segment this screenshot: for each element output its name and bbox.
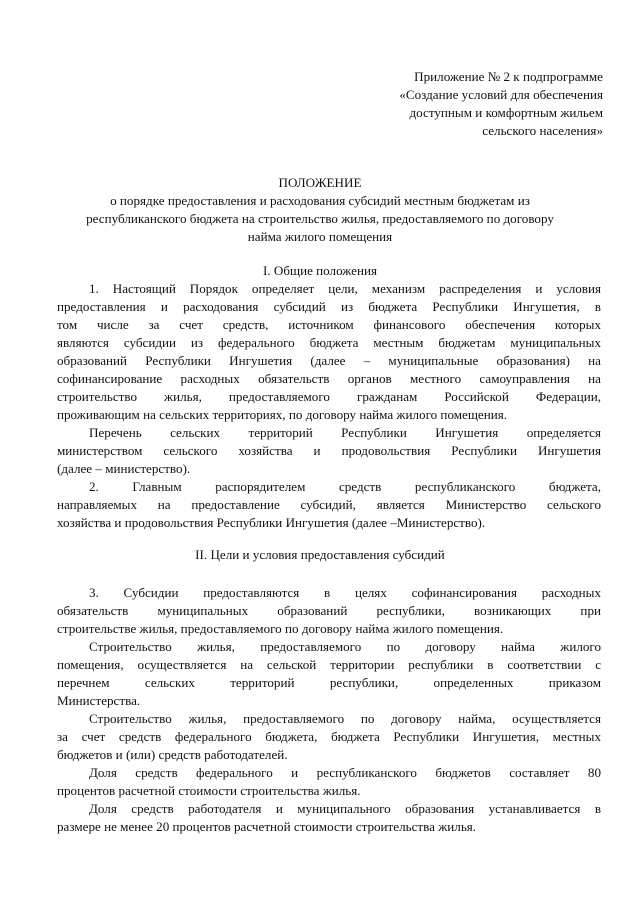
paragraph-line: строительстве жилья, предоставляемого по договору найма жилого помещения. [57,621,504,636]
appendix-line: доступным и комфортным жильем [409,105,603,120]
paragraph-line: 3. Субсидии предоставляются в целях софинансирования расходных [89,585,601,600]
paragraph-line: 2. Главным распорядителем средств республиканского бюджета, [89,479,601,494]
paragraph-line: Доля средств работодателя и муниципального образования устанавливается в [89,801,601,816]
paragraph-line: направляемых на предоставление субсидий, является Министерство сельского [57,497,601,512]
document-title: ПОЛОЖЕНИЕ [278,175,362,190]
document-subtitle-line: найма жилого помещения [247,229,393,244]
paragraph-line: размере не менее 20 процентов расчетной стоимости строительства жилья. [57,819,477,834]
paragraph-line: хозяйства и продовольствия Республики Ингушетия (далее –Министерство). [57,515,486,530]
paragraph-line: помещения, осуществляется на сельской территории республики в соответствии с [57,657,601,672]
paragraph-line: процентов расчетной стоимости строительства жилья. [57,783,361,798]
paragraph-line: обязательств муниципальных образований республики, возникающих при [57,603,601,618]
paragraph-line: (далее – министерство). [57,461,191,476]
paragraph-line: Перечень сельских территорий Республики Ингушетия определяется [89,425,601,440]
paragraph-line: проживающим на сельских территориях, по договору найма жилого помещения. [57,407,508,422]
paragraph-line: бюджетов и (или) средств работодателей. [57,747,288,762]
document-subtitle-line: республиканского бюджета на строительство жилья, предоставляемого по договору [86,211,554,226]
paragraph-line: предоставления и расходования субсидий из бюджета Республики Ингушетия, в [57,299,601,314]
appendix-line: Приложение № 2 к подпрограмме [414,69,603,84]
document-subtitle-line: о порядке предоставления и расходования субсидий местным бюджетам из [110,193,530,208]
paragraph-line: являются субсидии из федерального бюджета местным бюджетам муниципальных [57,335,601,350]
paragraph-line: Доля средств федерального и республиканского бюджетов составляет 80 [89,765,601,780]
appendix-line: «Создание условий для обеспечения [399,87,603,102]
paragraph-line: Строительство жилья, предоставляемого по договору найма жилого [89,639,601,654]
paragraph-line: софинансирование расходных обязательств органов местного самоуправления на [57,371,601,386]
paragraph-line: Строительство жилья, предоставляемого по договору найма, осуществляется [89,711,601,726]
appendix-line: сельского населения» [482,123,603,138]
paragraph-line: строительство жилья, предоставляемого гражданам Российской Федерации, [57,389,601,404]
paragraph-line: министерством сельского хозяйства и продовольствия Республики Ингушетия [57,443,601,458]
paragraph-line: Министерства. [57,693,141,708]
paragraph-line: образований Республики Ингушетия (далее – муниципальные образования) на [57,353,601,368]
paragraph-line: перечнем сельских территорий республики, определенных приказом [57,675,601,690]
paragraph-line: том числе за счет средств, источником финансового обеспечения которых [57,317,601,332]
paragraph-line: за счет средств федерального бюджета, бюджета Республики Ингушетия, местных [57,729,601,744]
paragraph-line: 1. Настоящий Порядок определяет цели, механизм распределения и условия [89,281,601,296]
section-heading: II. Цели и условия предоставления субсидий [195,547,445,562]
section-heading: I. Общие положения [262,263,378,278]
